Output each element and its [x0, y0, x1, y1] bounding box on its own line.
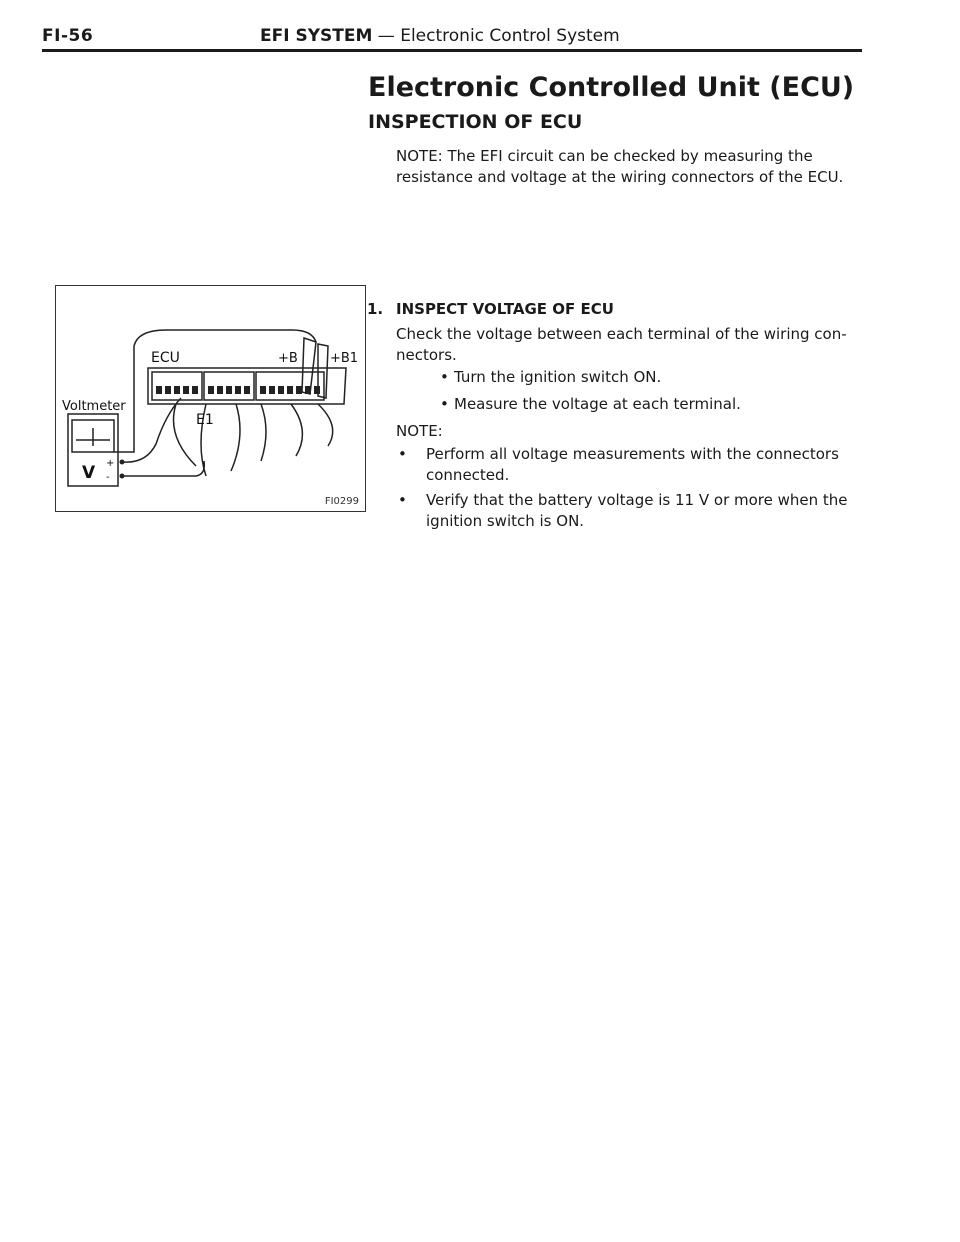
bullet-dot: •: [398, 491, 407, 509]
section-subheading: INSPECTION OF ECU: [368, 111, 583, 133]
bullet-dot: •: [398, 445, 407, 463]
label-plus: +: [106, 458, 115, 469]
instruction-bullet: [440, 394, 741, 415]
diagram-drawing: [56, 286, 367, 513]
system-name: EFI SYSTEM: [260, 26, 373, 46]
bullet-text: Turn the ignition switch ON.: [454, 368, 662, 386]
connector-pins-left: [156, 386, 198, 394]
bullet-text: Measure the voltage at each terminal.: [454, 395, 741, 413]
terminal-minus-dot: [120, 474, 125, 479]
note-label: NOTE:: [396, 422, 443, 440]
note-text: Verify that the battery voltage is 11 V or more when the ignition switch is ON.: [426, 491, 848, 530]
connector-pins-middle: [208, 386, 250, 394]
bullet-dot: •: [440, 368, 449, 386]
subsystem-name: Electronic Control System: [400, 26, 620, 46]
instruction-bullet: [440, 367, 661, 388]
label-minus: -: [106, 472, 110, 483]
page-number: FI-56: [42, 26, 94, 46]
label-voltmeter: Voltmeter: [62, 399, 126, 414]
note-bullet: [398, 490, 888, 532]
page-header: [42, 24, 862, 52]
probe-plus-b: [302, 338, 316, 394]
label-ecu: ECU: [151, 350, 180, 366]
label-e1: E1: [196, 412, 214, 428]
ecu-voltage-diagram: [55, 285, 366, 512]
voltmeter-lead-minus: [122, 461, 204, 476]
step-number: 1.: [367, 300, 384, 318]
step-title: INSPECT VOLTAGE OF ECU: [396, 300, 614, 318]
bullet-dot: •: [440, 395, 449, 413]
title-dash: —: [372, 26, 401, 46]
terminal-plus-dot: [120, 460, 125, 465]
header-rule: [42, 49, 862, 52]
note-bullet: [398, 444, 888, 486]
figure-id: FI0299: [324, 496, 359, 507]
page-title: Electronic Controlled Unit (ECU): [368, 72, 855, 103]
label-v: V: [82, 463, 96, 483]
note-text: Perform all voltage measurements with the connectors connected.: [426, 445, 839, 484]
voltmeter-scale: [76, 428, 110, 446]
top-lead-wire: [134, 330, 316, 346]
section-title: [260, 26, 620, 46]
label-plus-b1: +B1: [330, 351, 359, 366]
intro-note: NOTE: The EFI circuit can be checked by measuring the resistance and voltage at the wiring connectors of the ECU.: [396, 147, 844, 186]
step-body: Check the voltage between each terminal of the wiring con- nectors.: [396, 325, 847, 364]
label-plus-b: +B: [278, 351, 298, 366]
connector-pins-right: [260, 386, 320, 394]
